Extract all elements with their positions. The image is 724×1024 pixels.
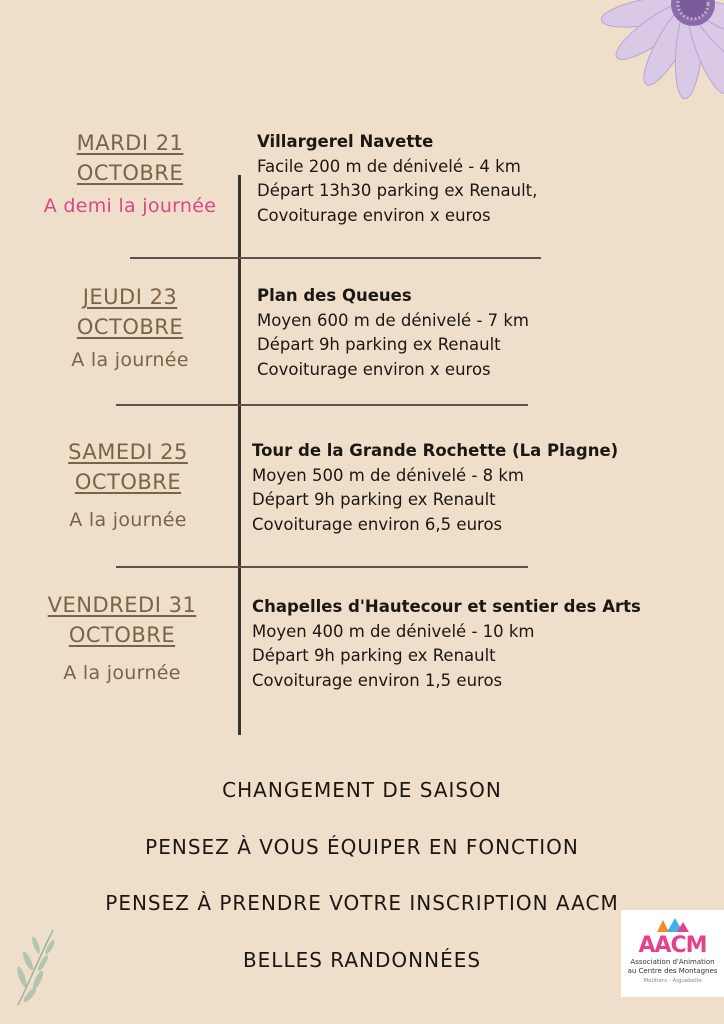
event-date-month[interactable]: OCTOBRE [68, 623, 176, 647]
daisy-flower-icon [585, 0, 724, 115]
event-details [257, 284, 529, 382]
event-difficulty: Moyen 500 m de dénivelé - 8 km [252, 465, 525, 485]
timeline-vertical-line [238, 175, 241, 735]
event-departure: Départ 9h parking ex Renault [252, 646, 496, 665]
event-difficulty: Moyen 400 m de dénivelé - 10 km [252, 621, 535, 641]
event-date [20, 282, 240, 375]
divider-line [116, 566, 528, 568]
event-carpool: Covoiturage environ 1,5 euros [252, 670, 503, 690]
event-details [252, 439, 618, 537]
event-date [12, 590, 232, 688]
event-title: Plan des Queues [257, 286, 412, 305]
event-difficulty: Moyen 600 m de dénivelé - 7 km [257, 310, 530, 330]
logo-acronym: AACM [638, 933, 707, 958]
event-date-month[interactable]: OCTOBRE [76, 315, 184, 339]
event-date-month[interactable]: OCTOBRE [76, 161, 184, 185]
divider-line [116, 404, 528, 406]
footer-season-change: CHANGEMENT DE SAISON [222, 778, 502, 802]
event-details [257, 130, 537, 228]
event-carpool: Covoiturage environ 6,5 euros [252, 514, 503, 534]
logo-name-line1: Association d'Animation [630, 958, 715, 966]
event-title: Tour de la Grande Rochette (La Plagne) [252, 441, 619, 460]
aacm-logo[interactable] [621, 910, 724, 997]
mountain-hats-icon [653, 916, 693, 934]
event-difficulty: Facile 200 m de dénivelé - 4 km [257, 156, 521, 176]
event-title: Chapelles d'Hautecour et sentier des Arts [252, 597, 641, 616]
event-departure: Départ 13h30 parking ex Renault, [257, 181, 538, 200]
logo-name-line2: au Centre des Montagnes [627, 967, 718, 975]
event-carpool: Covoiturage environ x euros [257, 205, 491, 225]
event-carpool: Covoiturage environ x euros [257, 359, 491, 379]
event-title: Villargerel Navette [257, 132, 434, 151]
event-departure: Départ 9h parking ex Renault [252, 490, 496, 509]
event-date [20, 128, 240, 221]
event-period: A la journée [69, 509, 187, 531]
event-date-month[interactable]: OCTOBRE [74, 470, 182, 494]
logo-location: Moûtiers - Aiguebelle [643, 978, 702, 984]
event-date-day[interactable]: MARDI 21 [76, 131, 184, 155]
footer-equipment-reminder: PENSEZ À VOUS ÉQUIPER EN FONCTION [145, 835, 579, 859]
event-date-day[interactable]: JEUDI 23 [82, 285, 178, 309]
event-date-day[interactable]: VENDREDI 31 [47, 593, 197, 617]
divider-line [130, 257, 541, 259]
event-period: A la journée [63, 662, 181, 684]
event-period: A demi la journée [43, 195, 217, 217]
olive-branch-icon [8, 925, 58, 1010]
event-date [18, 437, 238, 535]
event-departure: Départ 9h parking ex Renault [257, 335, 501, 354]
footer-greeting: BELLES RANDONNÉES [242, 948, 482, 972]
event-date-day[interactable]: SAMEDI 25 [68, 440, 188, 464]
footer-registration-reminder: PENSEZ À PRENDRE VOTRE INSCRIPTION AACM [105, 891, 619, 915]
event-period: A la journée [71, 349, 189, 371]
event-details [252, 595, 641, 693]
